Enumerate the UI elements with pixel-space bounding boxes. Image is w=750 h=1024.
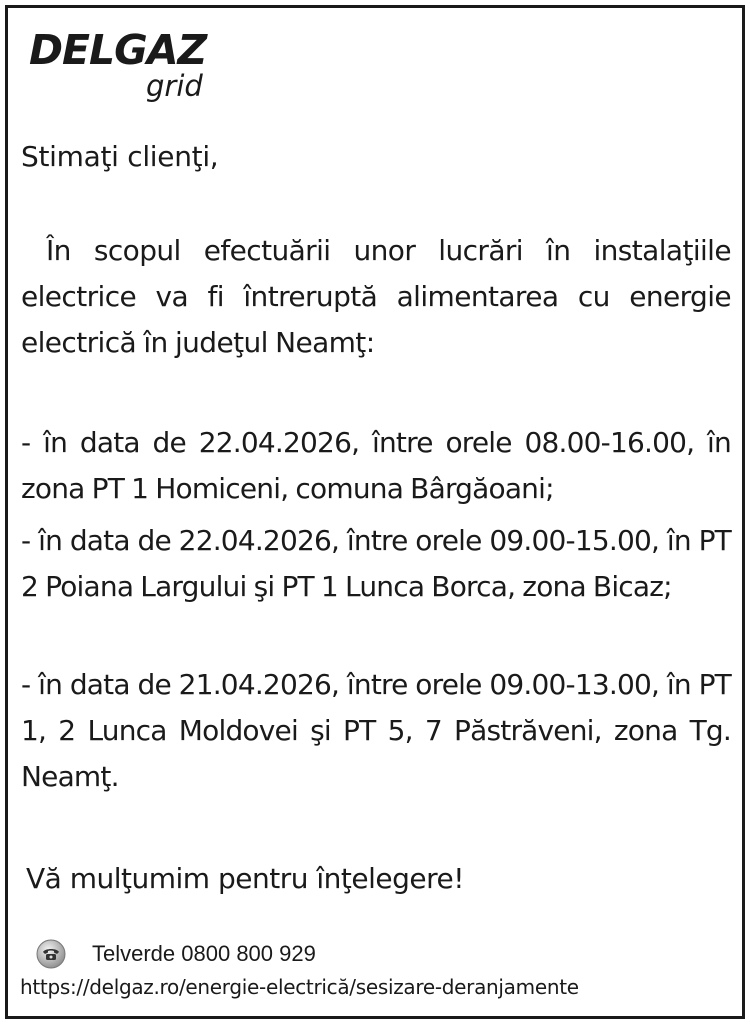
outage-item: - în data de 22.04.2026, între orele 08.00-16.00, în zona PT 1 Homiceni, comuna Bârgăoani; [21, 426, 731, 505]
phone-contact [36, 936, 316, 972]
phone-icon [36, 939, 66, 969]
thanks-message: Vă mulţumim pentru înţelegere! [26, 862, 464, 895]
greeting: Stimaţi clienţi, [21, 140, 219, 173]
logo-wordmark: DELGAZ [29, 26, 207, 74]
intro-paragraph: În scopul efectuării unor lucrări în instalaţiile electrice va fi întreruptă alimentarea cu energie electrică în judeţul Neamţ: [21, 234, 731, 359]
phone-number: Telverde 0800 800 929 [92, 941, 316, 966]
report-url[interactable]: https://delgaz.ro/energie-electrică/sesizare-deranjamente [20, 975, 579, 999]
delgaz-grid-logo [29, 28, 229, 108]
outage-item: - în data de 22.04.2026, între orele 09.00-15.00, în PT 2 Poiana Largului şi PT 1 Lunca Borca, zona Bicaz; [21, 524, 731, 603]
logo-subtitle: grid [146, 69, 203, 103]
outage-item: - în data de 21.04.2026, între orele 09.00-13.00, în PT 1, 2 Lunca Moldovei şi PT 5, 7 Păstrăveni, zona Tg. Neamţ. [21, 668, 731, 793]
